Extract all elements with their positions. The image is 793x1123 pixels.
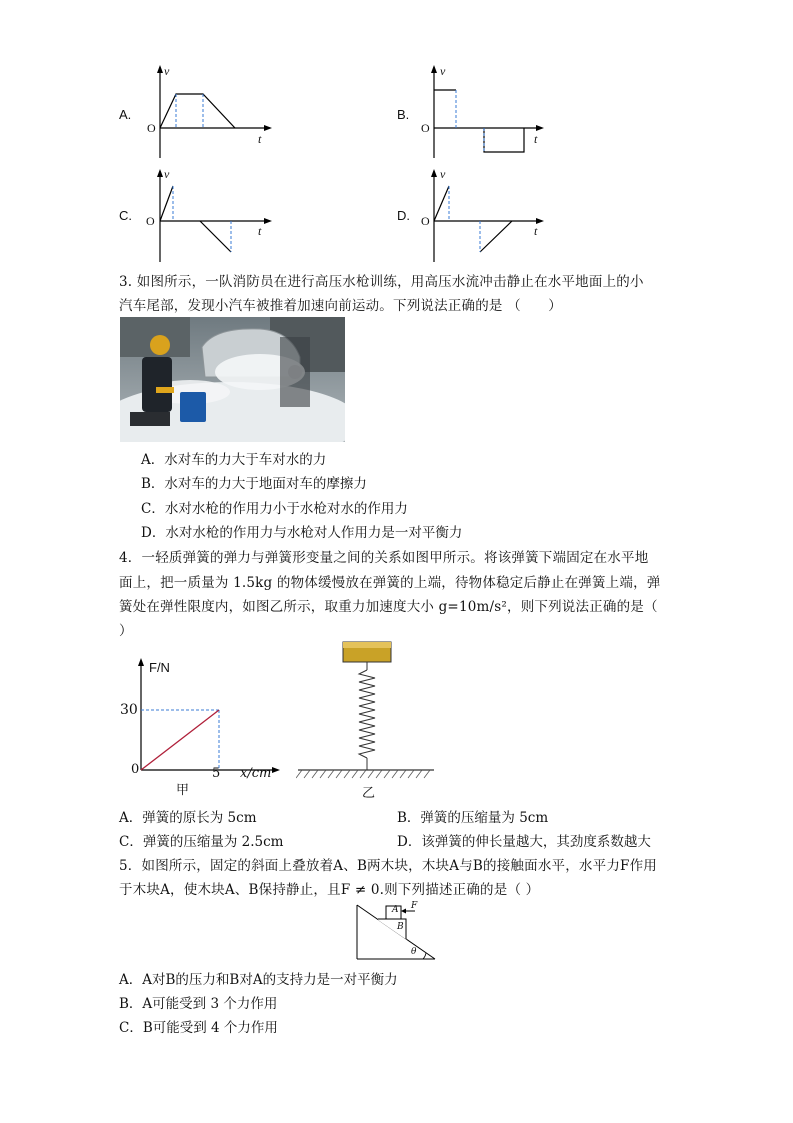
angle-theta-label: θ (411, 947, 417, 957)
origin-label: O (147, 121, 156, 135)
q3-option-d: D．水对水枪的作用力与水枪对人作用力是一对平衡力 (141, 525, 463, 541)
question-4-line-3: 簧处在弹性限度内，如图乙所示，取重力加速度大小 g=10m/s²，则下列说法正确的是（ (119, 599, 658, 615)
block-a-label: A (392, 905, 399, 915)
q5-option-c: C．B可能受到 4 个力作用 (119, 1020, 278, 1036)
t-axis-label: t (258, 132, 262, 146)
option-letter: C. (119, 208, 132, 223)
v-axis-label: v (164, 64, 170, 78)
t-axis-label: t (534, 132, 538, 146)
y-axis-label: F/N (149, 660, 170, 675)
force-line-series (141, 710, 219, 770)
t-axis-label: t (258, 224, 262, 238)
t-axis-label: t (534, 224, 538, 238)
firefighter-photo (120, 317, 345, 442)
question-5-line-2: 于木块A，使木块A、B保持静止，且F ≠ 0.则下列描述正确的是（ ） (119, 882, 540, 898)
question-3-line-2: 汽车尾部，发现小汽车被推着加速向前运动。下列说法正确的是 （ ） (119, 298, 562, 314)
figure-caption-yi: 乙 (362, 786, 376, 801)
v-axis-label: v (440, 64, 446, 78)
q3-option-b: B．水对车的力大于地面对车的摩擦力 (141, 476, 367, 492)
q4-option-d: D．该弹簧的伸长量越大，其劲度系数越大 (397, 834, 651, 850)
origin-label: 0 (131, 762, 140, 777)
figure-caption-jia: 甲 (176, 783, 190, 798)
force-f-label: F (411, 901, 418, 911)
question-4-line-2: 面上，把一质量为 1.5kg 的物体缓慢放在弹簧的上端，待物体稳定后静止在弹簧上端，弹 (119, 575, 661, 591)
q4-option-a: A．弹簧的原长为 5cm (119, 810, 257, 826)
x-tick-label: 5 (212, 766, 221, 781)
q3-option-a: A．水对车的力大于车对水的力 (141, 452, 327, 468)
q5-option-b: B．A可能受到 3 个力作用 (119, 996, 278, 1012)
v-axis-label: v (164, 167, 170, 181)
origin-label: O (146, 214, 155, 228)
option-letter: D. (397, 208, 410, 223)
vt-graph-d (414, 166, 549, 264)
option-letter: A. (119, 107, 132, 122)
q3-option-c: C．水对水枪的作用力小于水枪对水的作用力 (141, 501, 408, 517)
q5-option-a: A．A对B的压力和B对A的支持力是一对平衡力 (119, 972, 398, 988)
vt-graph-c (140, 166, 275, 264)
q4-option-c: C．弹簧的压缩量为 2.5cm (119, 834, 284, 850)
x-axis-label: x/cm (240, 766, 272, 781)
y-tick-label: 30 (120, 702, 138, 718)
question-5-line-1: 5．如图所示，固定的斜面上叠放着A、B两木块，木块A与B的接触面水平，水平力F作用 (119, 858, 657, 874)
origin-label: O (421, 214, 430, 228)
spring-figure-yi (296, 640, 438, 780)
q4-option-b: B．弹簧的压缩量为 5cm (397, 810, 549, 826)
vt-graph-b (414, 62, 549, 160)
question-3-line-1: 3. 如图所示，一队消防员在进行高压水枪训练，用高压水流冲击静止在水平地面上的小 (119, 274, 644, 290)
question-4-line-4: ） (119, 623, 133, 639)
vt-graph-a (140, 62, 275, 160)
v-axis-label: v (440, 167, 446, 181)
block-b-label: B (397, 922, 404, 932)
origin-label: O (421, 121, 430, 135)
question-4-line-1: 4．一轻质弹簧的弹力与弹簧形变量之间的关系如图甲所示。将该弹簧下端固定在水平地 (119, 550, 649, 566)
option-letter: B. (397, 107, 410, 122)
